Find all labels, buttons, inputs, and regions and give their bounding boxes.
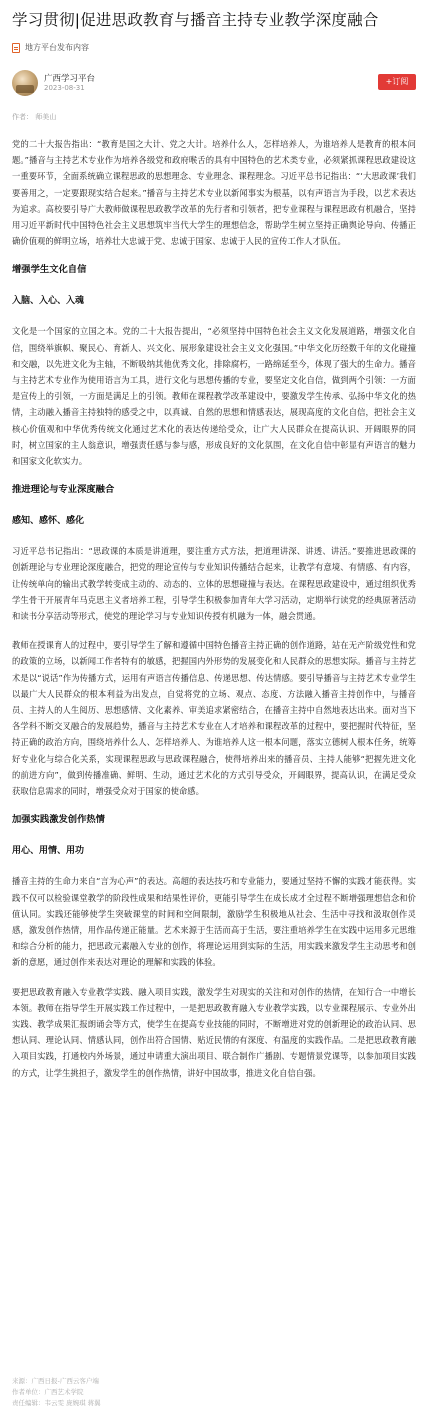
section-subheading: 用心、用情、用功 [12, 846, 85, 857]
document-icon [12, 43, 20, 53]
publish-date: 2023-08-31 [44, 84, 85, 92]
article-body [12, 136, 416, 1094]
section-subheading: 入脑、入心、入魂 [12, 296, 85, 307]
paragraph: 教师在授课育人的过程中，要引导学生了解和遵循中国特色播音主持正确的创作道路，站在无产阶级党性和党的政策的立场，以新闻工作者特有的敏感，把握国内外形势的发展变化和人民群众的思想实际。播音与主持艺术是以“说话”作为传播方式，运用有声语言传播信息、传递思想、传达情感。要引导播音与主持艺术专业学生以最广大人民群众的根本利益为出发点，自觉将党的立场、观点、态度、方法融入播音主持创作中，与播音员、主持人的人生阅历、思想感情、文化素养、审美追求紧密结合，在播音主持中自然地表达出来。面对当下各学科不断交叉融合的发展趋势，播音与主持艺术专业在人才培养和课程改革的过程中，要把握时代特征，坚持正确的政治方向，围绕培养什么人、怎样培养人、为谁培养人这一根本问题，落实立德树人根本任务，统筹好专业化与综合化关系，实现课程思政与思政课程融合，使得培养出来的播音员、主持人能够“把握先进文化的前进方向”，做到传播准确、鲜明、生动，通过艺术化的方式引导受众，开阔眼界，提高认识，在满足受众获取信息需求的同时，增强受众对于国家的使命感。 [12, 640, 416, 797]
author-name[interactable]: 广西学习平台 [44, 74, 96, 84]
footer-unit: 作者单位：广西艺术学院 [12, 1388, 84, 1396]
section-heading: 加强实践激发创作热情 [12, 814, 105, 826]
paragraph: 播音主持的生命力来自“言为心声”的表达。高超的表达技巧和专业能力，要通过坚持不懈的实践才能获得。实践不仅可以检验课堂教学的阶段性成果和结果性评价，更能引导学生在成长成才全过程不断增强理想信念和价值认同。实践还能够使学生突破课堂的时间和空间限制，激励学生积极地从社会、生活中寻找和汲取创作灵感，激发创作热情，用作品传递正能量。艺术来源于生活而高于生活，要注重培养学生在实践中运用多元思维和综合分析的能力，把思政元素融入专业的创作，将理论运用到实际的生活，用实践来激发学生主动思考和创新的意愿，通过创作来表达对理论的理解和实践的体验。 [12, 876, 416, 968]
paragraph: 要把思政教育融入专业教学实践、融入项目实践，激发学生对现实的关注和对创作的热情，在知行合一中增长本领。教师在指导学生开展实践工作过程中，一是把思政教育融入专业教学实践，以专业课程展示、专业外出实践、教学成果汇报朗诵会等方式，使学生在提高专业技能的同时，不断增进对党的创新理论的政治认同、思想认同、理论认同、情感认同，创作出符合国情、贴近民情的有深度、有温度的实践作品。二是把思政教育融入项目实践，打通校内外场景，通过申请重大演出项目、联合制作广播剧、专题情景党课等，以参加项目实践的方式，让学生挑担子，激发学生的创作热情，讲好中国故事，推进文化自信自强。 [12, 986, 416, 1078]
source-label: 地方平台发布内容 [25, 43, 89, 52]
paragraph: 文化是一个国家的立国之本。党的二十大报告提出，“必须坚持中国特色社会主义文化发展道路，增强文化自信，围绕举旗帜、聚民心、育新人、兴文化、展形象建设社会主义文化强国。”中华文化历经数千年的文化碰撞和交融，以先进文化为主轴，不断吸纳其他优秀文化，排除腐朽，一路绵延至今，体现了强大的生命力。播音与主持艺术专业作为使用语言为工具，进行文化与思想传播的专业，要坚定文化自信，做到两个引领：一方面是宣传上的引领，一方面是满足上的引领。教师在课程教学改革建设中，要激发学生传承、弘扬中华文化的热情，主动融入播音主持独特的感受之中，以真诚、自然的思想和情感表达，展现高度的文化自信，把社会主义核心价值观和中华优秀传统文化通过艺术化的表达传递给受众，让广大人民群众在提高认识、开阔眼界的同时，树立国家的主人翁意识，增强责任感与参与感，形成良好的文化氛围，在文化自信中彰显有声语言的魅力和国家文化软实力。 [12, 326, 416, 467]
avatar[interactable] [12, 70, 38, 96]
section-heading: 推进理论与专业深度融合 [12, 484, 115, 496]
author-row [12, 70, 416, 98]
paragraph: 党的二十大报告指出：“教育是国之大计、党之大计。培养什么人，怎样培养人，为谁培养人是教育的根本问题。”播音与主持艺术专业作为培养各级党和政府喉舌的具有中国特色的艺术类专业，必须紧抓课程思政建设这一重要环节，全面系统确立课程思政的思想理念、专业理念、课程理念。习近平总书记指出：“‘大思政课’我们要善用之，一定要跟现实结合起来。”播音与主持艺术专业以新闻事实为根基，以有声语言为手段，以艺术表达为追求。高校要引导广大教师做课程思政教学改革的先行者和引领者，把专业课程与课程思政有机融合，坚持用习近平新时代中国特色社会主义思想筑牢当代大学生的理想信念，帮助学生树立坚持正确舆论导向、传播正确价值观的鲜明立场，培养壮大忠诚于党、忠诚于国家、忠诚于人民的宣传工作人才队伍。 [12, 139, 416, 247]
subscribe-button[interactable]: +订阅 [378, 74, 416, 90]
source-line [12, 42, 89, 53]
paragraph: 习近平总书记指出：“思政课的本质是讲道理，要注重方式方法，把道理讲深、讲透、讲活。”要推进思政课的创新理论与专业理论深度融合，把党的理论宣传与专业知识传播结合起来，让教学有意境、有情感、有内容，让传统单向的输出式教学转变成主动的、动态的、立体的思想碰撞与表达。在课程思政建设中，通过组织优秀学生骨干开展青年马克思主义者培养工程，引导学生积极参加青年大学习活动，定期举行读党的经典原著活动和读书分享活动等形式，使党的理论学习与专业知识传授有机融为一体，融会贯通。 [12, 546, 416, 622]
footer-source: 来源：广西日报-广西云客户端 [12, 1377, 99, 1385]
article-title: 学习贯彻|促进思政教育与播音主持专业教学深度融合 [12, 11, 379, 29]
section-heading: 增强学生文化自信 [12, 264, 87, 276]
footer-editors: 责任编辑：韦云雯 庞婉琪 蒋翼 [12, 1399, 101, 1407]
section-subheading: 感知、感怀、感化 [12, 516, 85, 527]
author-credit: 作者： 师美山 [12, 113, 57, 121]
article-footer [12, 1376, 416, 1409]
